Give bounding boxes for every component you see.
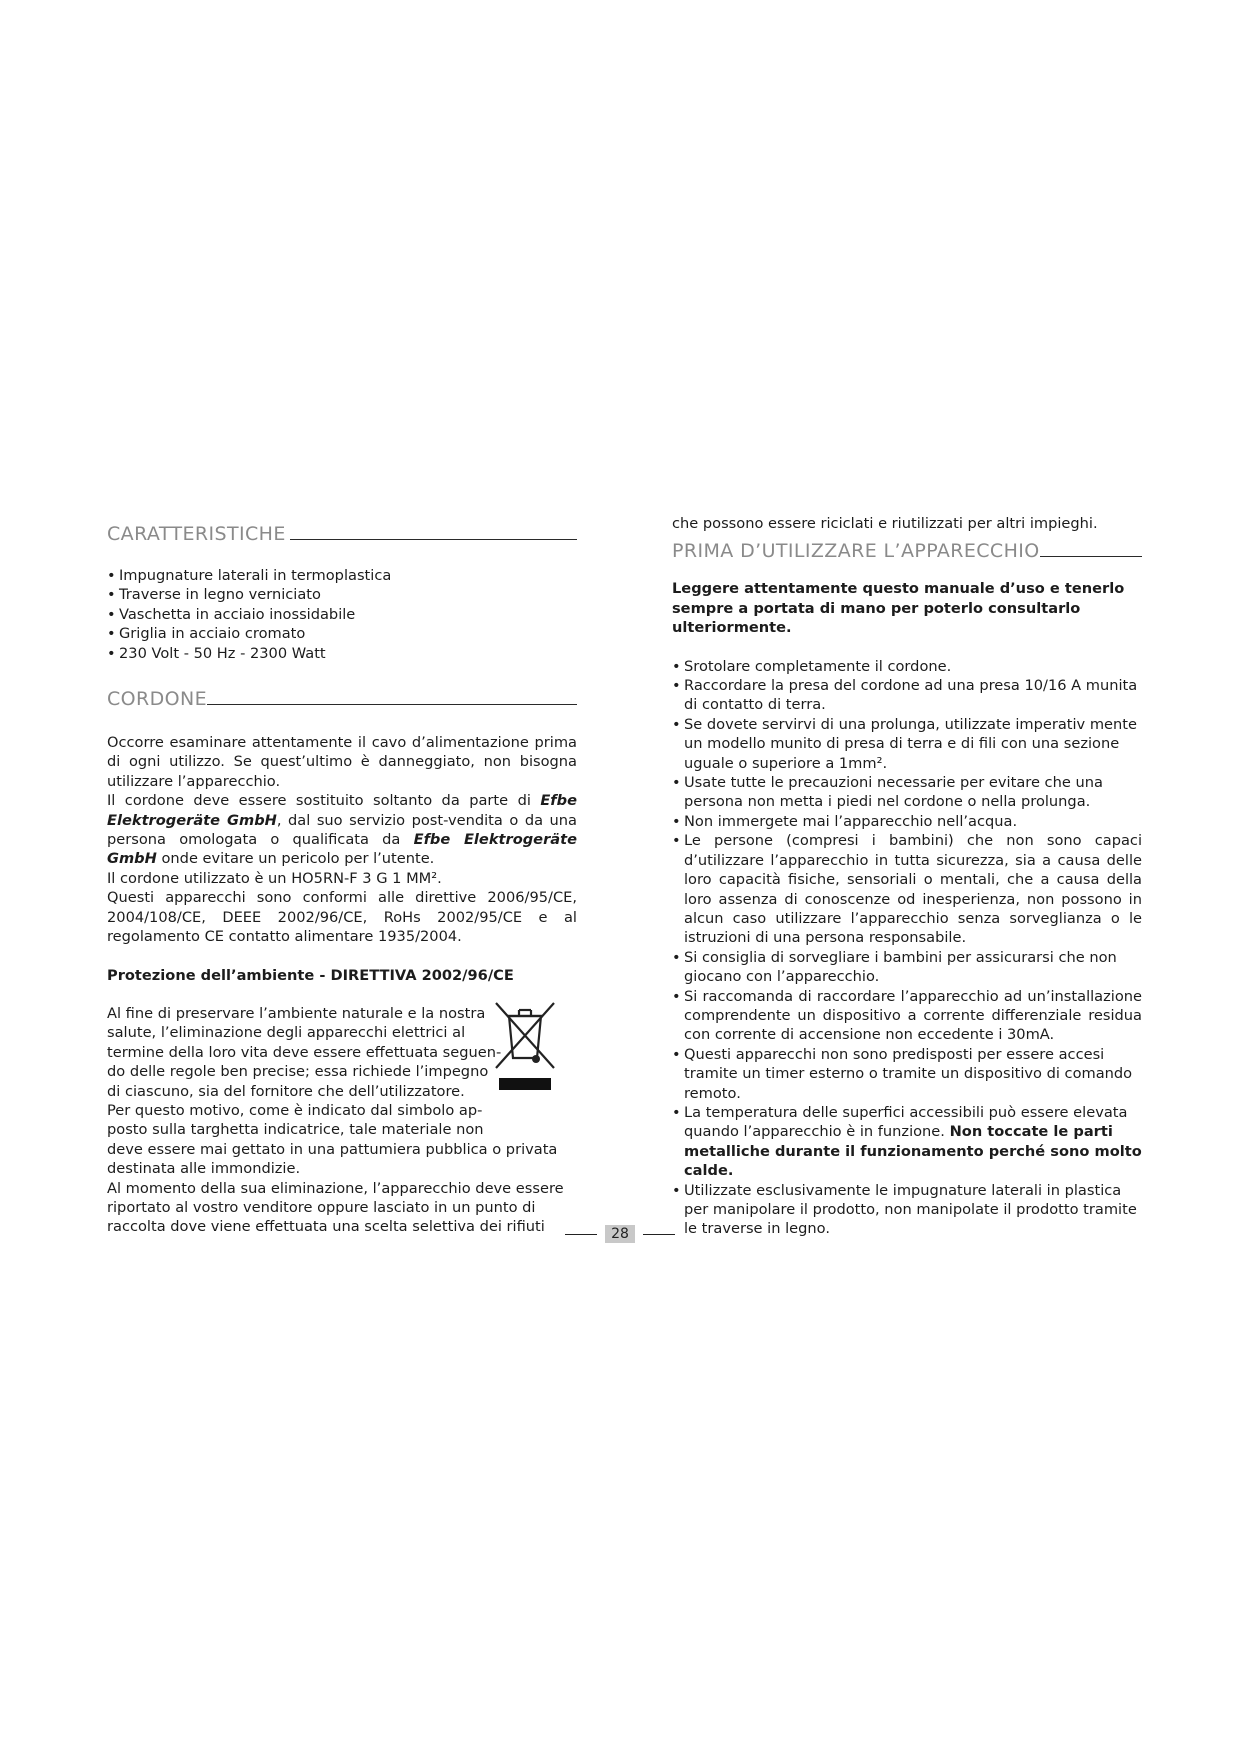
- cordone-heading: CORDONE: [107, 683, 577, 709]
- precautions-list: [672, 657, 1142, 1239]
- cordone-paragraph: Il cordone utilizzato è un HO5RN-F 3 G 1 MM².: [107, 869, 442, 887]
- page-number: 28: [565, 1222, 675, 1246]
- list-item: • Questi apparecchi non sono predisposti per essere accesi tramite un timer esterno o tramite un dispositivo di comando remoto.: [672, 1045, 1142, 1103]
- cordone-text: [107, 733, 577, 946]
- list-item: • Usate tutte le precauzioni necessarie per evitare che una persona non metta i piedi nel cordone o nella prolunga.: [672, 773, 1142, 812]
- intro-text: Leggere attentamente questo manuale d’uso e tenerlo sempre a portata di mano per poterlo consultarlo ulteriormente.: [672, 580, 1125, 637]
- right-column: [672, 514, 1142, 1239]
- list-item: • La temperatura delle superfici accessibili può essere elevata quando l’apparecchio è in funzione. Non toccate le parti metalliche durante il funzionamento perché sono molto calde.: [672, 1103, 1142, 1181]
- list-item: • Srotolare completamente il cordone.: [672, 657, 1142, 676]
- list-item: • 230 Volt - 50 Hz - 2300 Watt: [107, 644, 577, 663]
- prima-heading: PRIMA D’UTILIZZARE L’APPARECCHIO: [672, 535, 1142, 561]
- cordone-paragraph: Occorre esaminare attentamente il cavo d’alimentazione prima di ogni utilizzo. Se quest’ultimo è danneggiato, non bisogna utilizzare l’apparecchio.: [107, 734, 577, 790]
- ambiente-heading: Protezione dell’ambiente - DIRETTIVA 2002/96/CE: [107, 966, 514, 984]
- list-item: • Traverse in legno verniciato: [107, 585, 577, 604]
- list-item: • Non immergete mai l’apparecchio nell’acqua.: [672, 812, 1142, 831]
- ambiente-text: Al fine di preservare l’ambiente naturale e la nostra salute, l’eliminazione degli apparecchi elettrici al termine della loro vita deve essere effettuata seguen- do delle regole ben precise; essa richiede l’impegno di ciascuno, sia del fornitore che dell’utilizzatore. Per questo motivo, come è indicato dal simbolo ap- posto sulla targhetta indicatrice, tale materiale non deve essere mai gettato in una pattumiera pubblica o privata destinata alle immondizie. Al momento della sua eliminazione, l’apparecchio deve essere riportato al vostro venditore oppure lasciato in un punto di raccolta dove viene effettuata una scelta selettiva dei rifiuti: [107, 1004, 564, 1236]
- continuation-text: che possono essere riciclati e riutilizzati per altri impieghi.: [672, 515, 1098, 532]
- list-item: • Vaschetta in acciaio inossidabile: [107, 605, 577, 624]
- left-column: [107, 518, 577, 1237]
- caratteristiche-heading: CARATTERISTICHE: [107, 518, 577, 544]
- cordone-paragraph: Il cordone deve essere sostituito soltanto da parte di Efbe Elektrogeräte GmbH, dal suo servizio post-vendita o da una persona omologata o qualificata da Efbe Elektrogeräte GmbH onde evitare un pericolo per l’utente.: [107, 792, 577, 868]
- features-list: [107, 566, 577, 663]
- list-item: • Impugnature laterali in termoplastica: [107, 566, 577, 585]
- list-item: • Si consiglia di sorvegliare i bambini per assicurarsi che non giocano con l’apparecchio.: [672, 948, 1142, 987]
- crossed-out-wheelie-bin-icon: [493, 1000, 557, 1098]
- ambiente-lines: Al fine di preservare l’ambiente naturale e la nostra salute, l’eliminazione degli apparecchi elettrici al termine della loro vita deve essere effettuata seguen- do delle regole ben precise; essa richiede l’impegno di ciascuno, sia del fornitore che dell’utilizzatore. Per questo motivo, come è indicato dal simbolo ap- posto sulla targhetta indicatrice, tale materiale non: [107, 1004, 502, 1139]
- list-item: • Griglia in acciaio cromato: [107, 624, 577, 643]
- list-item: • Se dovete servirvi di una prolunga, utilizzate imperativ mente un modello munito di presa di terra e di fili con una sezione uguale o superiore a 1mm².: [672, 715, 1142, 773]
- cordone-paragraph: Questi apparecchi sono conformi alle direttive 2006/95/CE, 2004/108/CE, DEEE 2002/96/CE, RoHs 2002/95/CE e al regolamento CE contatto alimentare 1935/2004.: [107, 889, 577, 946]
- list-item: • Utilizzate esclusivamente le impugnature laterali in plastica per manipolare il prodotto, non manipolate il prodotto tramite le traverse in legno.: [672, 1181, 1142, 1239]
- list-item: • Le persone (compresi i bambini) che non sono capaci d’utilizzare l’apparecchio in tutta sicurezza, sia a causa delle loro capacità fisiche, sensoriali o mentali, che a causa della loro assenza di conoscenze od inesperienza, non possono in alcun caso utilizzare l’apparecchio senza sorveglianza o le istruzioni di una persona responsabile.: [672, 831, 1142, 947]
- list-item: • Si raccomanda di raccordare l’apparecchio ad un’installazione comprendente un dispositivo a corrente differenziale residua con corrente di accensione non eccedente i 30mA.: [672, 987, 1142, 1045]
- list-item: • Raccordare la presa del cordone ad una presa 10/16 A munita di contatto di terra.: [672, 676, 1142, 715]
